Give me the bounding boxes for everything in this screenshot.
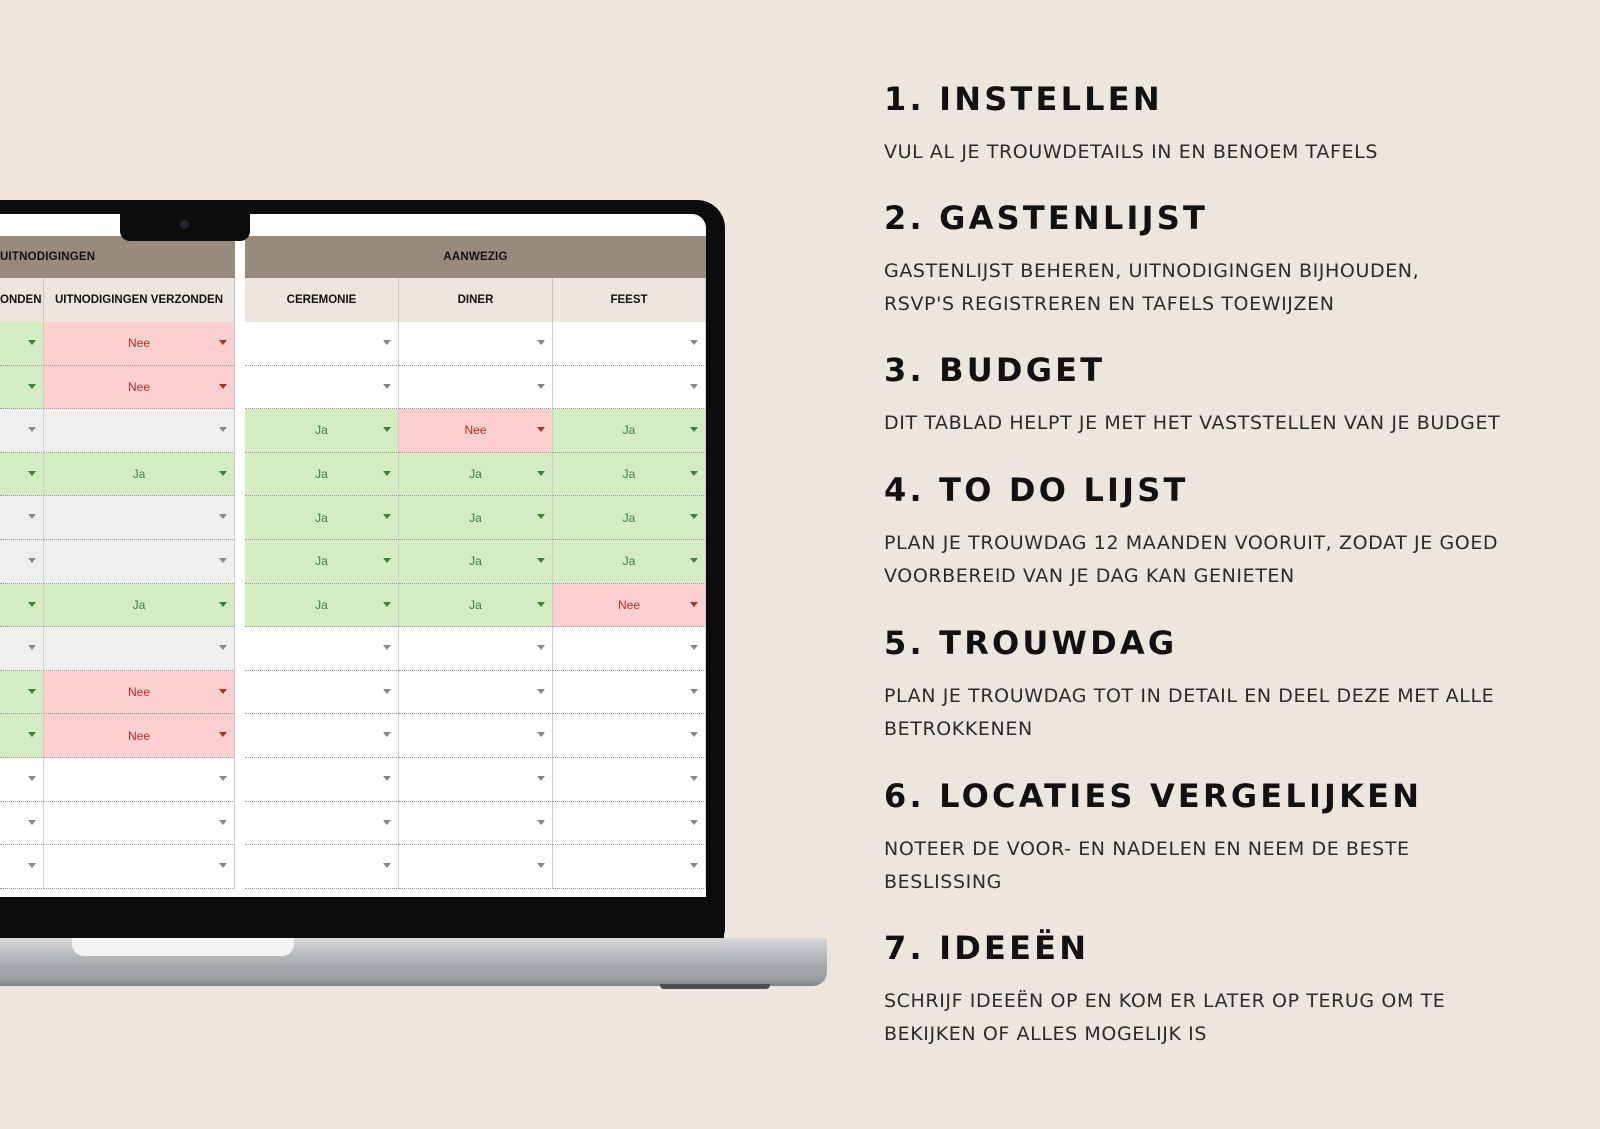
step-title: 5. TROUWDAG <box>884 624 1178 662</box>
dropdown-arrow-icon[interactable] <box>28 602 36 607</box>
dropdown-arrow-icon[interactable] <box>690 820 698 825</box>
invitations-sent-cell[interactable] <box>44 627 235 671</box>
table-row <box>0 496 706 540</box>
table-row <box>0 540 706 584</box>
column-header-label: UITNODIGINGEN VERZONDEN <box>54 294 224 306</box>
step-wedding-day <box>884 624 1494 746</box>
table-row <box>0 671 706 715</box>
step-description: SCHRIJF IDEEËN OP EN KOM ER LATER OP TERUG OM TE BEKIJKEN OF ALLES MOGELIJK IS <box>884 990 1446 1045</box>
party-cell[interactable] <box>553 322 706 366</box>
dropdown-arrow-icon[interactable] <box>690 471 698 476</box>
cell-value: Ja <box>315 554 328 569</box>
step-description: DIT TABLAD HELPT JE MET HET VASTSTELLEN VAN JE BUDGET <box>884 412 1501 434</box>
column-divider <box>235 584 245 628</box>
dropdown-arrow-icon[interactable] <box>537 820 545 825</box>
cell-value: Ja <box>469 510 482 525</box>
step-ideas <box>884 929 1445 1051</box>
step-title: 4. TO DO LIJST <box>884 471 1189 509</box>
column-divider <box>235 366 245 410</box>
invitations-sent-cell[interactable] <box>44 540 235 584</box>
invitations-sent-cell[interactable] <box>44 845 235 889</box>
dinner-cell[interactable] <box>399 802 553 846</box>
cell-value: Nee <box>127 728 150 743</box>
cell-value: Nee <box>127 336 150 351</box>
group-header-label: AANWEZIG <box>443 251 508 263</box>
dropdown-arrow-icon[interactable] <box>28 732 36 737</box>
cell-value: Ja <box>622 423 636 438</box>
table-row <box>0 322 706 366</box>
step-compare-locations <box>884 777 1422 899</box>
dropdown-arrow-icon[interactable] <box>537 340 545 345</box>
dinner-cell[interactable] <box>399 584 553 628</box>
ceremony-cell[interactable] <box>245 584 399 628</box>
cell-value: Ja <box>315 467 328 482</box>
invitations-sent-cell[interactable] <box>44 322 235 366</box>
sent-cell[interactable] <box>0 714 44 758</box>
dropdown-arrow-icon[interactable] <box>690 863 698 868</box>
dropdown-arrow-icon[interactable] <box>28 863 36 868</box>
step-description: GASTENLIJST BEHEREN, UITNODIGINGEN BIJHOUDEN, RSVP'S REGISTREREN EN TAFELS TOEWIJZEN <box>884 260 1420 315</box>
step-description: VUL AL JE TROUWDETAILS IN EN BENOEM TAFELS <box>884 141 1378 163</box>
table-row <box>0 758 706 802</box>
cell-value: Ja <box>622 467 636 482</box>
dropdown-arrow-icon[interactable] <box>28 384 36 389</box>
table-row <box>0 409 706 453</box>
column-header-sent <box>0 278 44 322</box>
dinner-cell[interactable] <box>399 758 553 802</box>
dropdown-arrow-icon[interactable] <box>28 427 36 432</box>
party-cell[interactable] <box>553 845 706 889</box>
dropdown-arrow-icon[interactable] <box>537 558 545 563</box>
column-divider <box>235 627 245 671</box>
invitations-sent-cell[interactable] <box>44 802 235 846</box>
dropdown-arrow-icon[interactable] <box>537 602 545 607</box>
invitations-sent-cell[interactable] <box>44 714 235 758</box>
dropdown-arrow-icon[interactable] <box>690 732 698 737</box>
column-header-label: FEEST <box>610 294 648 306</box>
party-cell[interactable] <box>553 453 706 497</box>
sent-cell[interactable] <box>0 322 44 366</box>
dinner-cell[interactable] <box>399 627 553 671</box>
laptop-foot <box>660 984 770 989</box>
sent-cell[interactable] <box>0 453 44 497</box>
cell-value: Ja <box>132 597 146 612</box>
dropdown-arrow-icon[interactable] <box>219 384 227 389</box>
cell-value: Ja <box>132 467 146 482</box>
ceremony-cell[interactable] <box>245 627 399 671</box>
dropdown-arrow-icon[interactable] <box>219 732 227 737</box>
laptop-opening-notch <box>72 938 294 956</box>
cell-value: Ja <box>469 554 482 569</box>
column-header-dinner <box>399 278 553 322</box>
dropdown-arrow-icon[interactable] <box>383 384 391 389</box>
dinner-cell[interactable] <box>399 453 553 497</box>
cell-value: Nee <box>617 597 640 612</box>
dinner-cell[interactable] <box>399 366 553 410</box>
dropdown-arrow-icon[interactable] <box>690 602 698 607</box>
dropdown-arrow-icon[interactable] <box>219 340 227 345</box>
sent-cell[interactable] <box>0 584 44 628</box>
step-description: PLAN JE TROUWDAG 12 MAANDEN VOORUIT, ZODAT JE GOED VOORBEREID VAN JE DAG KAN GENIETEN <box>884 532 1499 587</box>
group-header-label: UITNODIGINGEN <box>0 251 96 263</box>
step-title: 1. INSTELLEN <box>884 80 1163 118</box>
column-header-label: CEREMONIE <box>286 294 357 306</box>
dropdown-arrow-icon[interactable] <box>219 602 227 607</box>
party-cell[interactable] <box>553 627 706 671</box>
column-divider <box>235 409 245 453</box>
ceremony-cell[interactable] <box>245 540 399 584</box>
invitations-sent-cell[interactable] <box>44 758 235 802</box>
invitations-sent-cell[interactable] <box>44 409 235 453</box>
dropdown-arrow-icon[interactable] <box>219 427 227 432</box>
dropdown-arrow-icon[interactable] <box>690 776 698 781</box>
ceremony-cell[interactable] <box>245 845 399 889</box>
dropdown-arrow-icon[interactable] <box>383 820 391 825</box>
ceremony-cell[interactable] <box>245 714 399 758</box>
dropdown-arrow-icon[interactable] <box>219 820 227 825</box>
dropdown-arrow-icon[interactable] <box>219 645 227 650</box>
dinner-cell[interactable] <box>399 845 553 889</box>
table-row <box>0 627 706 671</box>
step-title: 6. LOCATIES VERGELIJKEN <box>884 777 1423 815</box>
cell-value: Ja <box>315 597 328 612</box>
dropdown-arrow-icon[interactable] <box>383 471 391 476</box>
step-budget <box>884 351 1500 440</box>
column-header-label: ONDEN <box>0 294 42 306</box>
party-cell[interactable] <box>553 758 706 802</box>
dropdown-arrow-icon[interactable] <box>690 558 698 563</box>
column-divider <box>235 540 245 584</box>
party-cell[interactable] <box>553 409 706 453</box>
ceremony-cell[interactable] <box>245 409 399 453</box>
column-header-ceremony <box>245 278 399 322</box>
step-todo-list <box>884 471 1498 593</box>
invitations-sent-cell[interactable] <box>44 671 235 715</box>
sent-cell[interactable] <box>0 409 44 453</box>
dropdown-arrow-icon[interactable] <box>690 689 698 694</box>
dropdown-arrow-icon[interactable] <box>28 471 36 476</box>
dropdown-arrow-icon[interactable] <box>383 514 391 519</box>
invitations-sent-cell[interactable] <box>44 453 235 497</box>
dropdown-arrow-icon[interactable] <box>28 776 36 781</box>
column-divider <box>235 714 245 758</box>
step-title: 2. GASTENLIJST <box>884 199 1208 237</box>
column-divider <box>235 802 245 846</box>
laptop-chin <box>0 897 724 938</box>
dropdown-arrow-icon[interactable] <box>219 689 227 694</box>
invitations-sent-cell[interactable] <box>44 366 235 410</box>
party-cell[interactable] <box>553 540 706 584</box>
dropdown-arrow-icon[interactable] <box>383 689 391 694</box>
dropdown-arrow-icon[interactable] <box>537 514 545 519</box>
dropdown-arrow-icon[interactable] <box>28 820 36 825</box>
invitations-sent-cell[interactable] <box>44 584 235 628</box>
dropdown-arrow-icon[interactable] <box>537 471 545 476</box>
group-header-invitations <box>0 236 235 278</box>
laptop-screen <box>0 214 706 897</box>
sent-cell[interactable] <box>0 802 44 846</box>
party-cell[interactable] <box>553 496 706 540</box>
dropdown-arrow-icon[interactable] <box>537 384 545 389</box>
ceremony-cell[interactable] <box>245 366 399 410</box>
column-divider <box>235 453 245 497</box>
dropdown-arrow-icon[interactable] <box>690 340 698 345</box>
column-divider <box>235 758 245 802</box>
step-guest-list <box>884 199 1419 321</box>
dropdown-arrow-icon[interactable] <box>383 340 391 345</box>
cell-value: Nee <box>127 379 150 394</box>
party-cell[interactable] <box>553 714 706 758</box>
dropdown-arrow-icon[interactable] <box>537 732 545 737</box>
table-row <box>0 453 706 497</box>
party-cell[interactable] <box>553 671 706 715</box>
dropdown-arrow-icon[interactable] <box>219 514 227 519</box>
dropdown-arrow-icon[interactable] <box>219 863 227 868</box>
dinner-cell[interactable] <box>399 409 553 453</box>
dropdown-arrow-icon[interactable] <box>383 645 391 650</box>
sent-cell[interactable] <box>0 845 44 889</box>
table-row <box>0 584 706 628</box>
cell-value: Nee <box>464 423 487 438</box>
dropdown-arrow-icon[interactable] <box>690 514 698 519</box>
camera-icon <box>180 220 189 229</box>
sent-cell[interactable] <box>0 758 44 802</box>
ceremony-cell[interactable] <box>245 496 399 540</box>
dinner-cell[interactable] <box>399 540 553 584</box>
column-divider <box>235 322 245 366</box>
table-row <box>0 366 706 410</box>
party-cell[interactable] <box>553 802 706 846</box>
sent-cell[interactable] <box>0 366 44 410</box>
sent-cell[interactable] <box>0 671 44 715</box>
dinner-cell[interactable] <box>399 714 553 758</box>
dinner-cell[interactable] <box>399 671 553 715</box>
dinner-cell[interactable] <box>399 496 553 540</box>
invitations-sent-cell[interactable] <box>44 496 235 540</box>
dropdown-arrow-icon[interactable] <box>690 384 698 389</box>
dropdown-arrow-icon[interactable] <box>383 602 391 607</box>
dropdown-arrow-icon[interactable] <box>383 427 391 432</box>
dropdown-arrow-icon[interactable] <box>219 558 227 563</box>
step-title: 3. BUDGET <box>884 351 1106 389</box>
step-setup <box>884 80 1378 169</box>
cell-value: Ja <box>622 554 636 569</box>
cell-value: Ja <box>622 510 636 525</box>
party-cell[interactable] <box>553 366 706 410</box>
cell-value: Ja <box>315 423 328 438</box>
step-description: NOTEER DE VOOR- EN NADELEN EN NEEM DE BESTE BESLISSING <box>884 838 1410 893</box>
column-divider <box>235 845 245 889</box>
dropdown-arrow-icon[interactable] <box>537 427 545 432</box>
sent-cell[interactable] <box>0 627 44 671</box>
dropdown-arrow-icon[interactable] <box>28 340 36 345</box>
sent-cell[interactable] <box>0 540 44 584</box>
dropdown-arrow-icon[interactable] <box>28 558 36 563</box>
table-row <box>0 714 706 758</box>
column-divider <box>235 671 245 715</box>
dropdown-arrow-icon[interactable] <box>383 776 391 781</box>
group-header-present <box>245 236 706 278</box>
step-description: PLAN JE TROUWDAG TOT IN DETAIL EN DEEL DEZE MET ALLE BETROKKENEN <box>884 685 1495 740</box>
cell-value: Ja <box>469 467 482 482</box>
table-row <box>0 845 706 889</box>
table-row <box>0 802 706 846</box>
cell-value: Nee <box>127 685 150 700</box>
dropdown-arrow-icon[interactable] <box>28 645 36 650</box>
ceremony-cell[interactable] <box>245 758 399 802</box>
party-cell[interactable] <box>553 584 706 628</box>
ceremony-cell[interactable] <box>245 802 399 846</box>
ceremony-cell[interactable] <box>245 453 399 497</box>
ceremony-cell[interactable] <box>245 322 399 366</box>
cell-value: Ja <box>469 597 482 612</box>
column-header-label: DINER <box>457 294 494 306</box>
dropdown-arrow-icon[interactable] <box>28 689 36 694</box>
dropdown-arrow-icon[interactable] <box>383 558 391 563</box>
dropdown-arrow-icon[interactable] <box>537 645 545 650</box>
dropdown-arrow-icon[interactable] <box>219 776 227 781</box>
column-header-invitations-sent <box>44 278 235 322</box>
dinner-cell[interactable] <box>399 322 553 366</box>
dropdown-arrow-icon[interactable] <box>537 863 545 868</box>
column-divider <box>235 496 245 540</box>
dropdown-arrow-icon[interactable] <box>537 776 545 781</box>
cell-value: Ja <box>315 510 328 525</box>
dropdown-arrow-icon[interactable] <box>28 514 36 519</box>
dropdown-arrow-icon[interactable] <box>383 732 391 737</box>
step-title: 7. IDEEËN <box>884 929 1090 967</box>
ceremony-cell[interactable] <box>245 671 399 715</box>
dropdown-arrow-icon[interactable] <box>219 471 227 476</box>
dropdown-arrow-icon[interactable] <box>690 427 698 432</box>
laptop-mockup <box>0 0 830 1000</box>
dropdown-arrow-icon[interactable] <box>537 689 545 694</box>
column-header-party <box>553 278 706 322</box>
sent-cell[interactable] <box>0 496 44 540</box>
dropdown-arrow-icon[interactable] <box>383 863 391 868</box>
dropdown-arrow-icon[interactable] <box>690 645 698 650</box>
